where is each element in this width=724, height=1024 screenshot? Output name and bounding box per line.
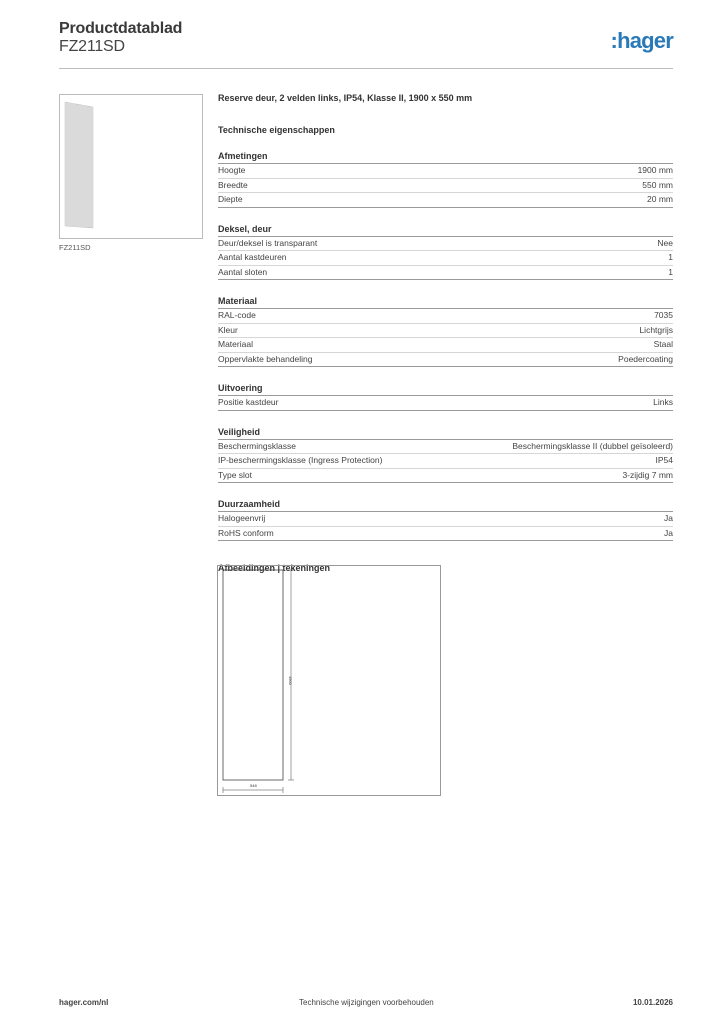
section-title: Veiligheid	[218, 427, 673, 440]
page-header	[59, 20, 673, 56]
tech-properties-title: Technische eigenschappen	[218, 125, 335, 135]
spec-row	[218, 338, 673, 353]
hager-logo: :hager	[610, 28, 673, 53]
spec-row	[218, 454, 673, 469]
spec-section	[218, 224, 673, 281]
spec-row	[218, 251, 673, 266]
footer-disclaimer: Technische wijzigingen voorbehouden	[299, 998, 434, 1007]
spec-section	[218, 427, 673, 484]
spec-row	[218, 266, 673, 281]
technical-drawing	[217, 565, 441, 796]
spec-row	[218, 179, 673, 194]
spec-value: Links	[653, 397, 673, 407]
product-details	[218, 93, 673, 573]
spec-label: RAL-code	[218, 310, 256, 320]
spec-value: 7035	[654, 310, 673, 320]
header-divider	[59, 68, 673, 69]
spec-value: 1900 mm	[637, 165, 673, 175]
spec-row	[218, 324, 673, 339]
spec-label: Breedte	[218, 179, 248, 190]
spec-label: Deur/deksel is transparant	[218, 237, 318, 248]
spec-value: 20 mm	[647, 194, 673, 204]
section-title: Uitvoering	[218, 383, 673, 396]
spec-value: IP54	[655, 455, 673, 465]
spec-value: Ja	[664, 527, 673, 538]
product-code: FZ211SD	[59, 38, 125, 55]
thumbnail-caption: FZ211SD	[59, 243, 91, 252]
spec-section	[218, 499, 673, 541]
spec-label: RoHS conform	[218, 527, 274, 538]
spec-row	[218, 353, 673, 368]
spec-section	[218, 383, 673, 411]
spec-value: 3-zijdig 7 mm	[622, 469, 673, 480]
spec-row	[218, 469, 673, 484]
spec-row	[218, 309, 673, 324]
spec-value: Beschermingsklasse II (dubbel geïsoleerd)	[512, 440, 673, 451]
spec-row	[218, 164, 673, 179]
spec-value: Poedercoating	[618, 353, 673, 364]
spec-label: Beschermingsklasse	[218, 440, 296, 451]
spec-label: Aantal sloten	[218, 266, 268, 277]
spec-row	[218, 237, 673, 252]
door-outline	[223, 570, 283, 780]
spec-row	[218, 440, 673, 455]
spec-value: 550 mm	[642, 179, 673, 190]
section-title: Materiaal	[218, 296, 673, 309]
spec-label: Materiaal	[218, 339, 253, 349]
page-title: Productdatablad	[59, 20, 183, 37]
spec-value: 1	[668, 252, 673, 262]
spec-value: Nee	[657, 237, 673, 248]
spec-row	[218, 193, 673, 208]
spec-value: 1	[668, 266, 673, 277]
product-thumbnail	[59, 94, 203, 239]
spec-row	[218, 512, 673, 527]
spec-value: Staal	[653, 339, 673, 349]
spec-label: Kleur	[218, 324, 238, 335]
spec-label: Diepte	[218, 194, 243, 204]
spec-section	[218, 296, 673, 367]
section-title: Deksel, deur	[218, 224, 673, 237]
spec-label: Aantal kastdeuren	[218, 252, 287, 262]
logo-text: hager	[617, 28, 673, 53]
spec-row	[218, 396, 673, 411]
footer-website: hager.com/nl	[59, 998, 109, 1007]
spec-value: Ja	[664, 513, 673, 523]
footer-date: 10.01.2026	[632, 998, 673, 1007]
height-dimension-label: 1900	[288, 676, 293, 685]
images-title: Afbeeldingen | tekeningen	[218, 563, 331, 573]
spec-section	[218, 151, 673, 208]
product-description: Reserve deur, 2 velden links, IP54, Klasse II, 1900 x 550 mm	[218, 93, 473, 103]
spec-label: Type slot	[218, 469, 253, 480]
spec-value: Lichtgrijs	[639, 324, 673, 335]
spec-label: Hoogte	[218, 165, 246, 175]
spec-row	[218, 527, 673, 542]
width-dimension-label: 548	[250, 783, 257, 788]
drawing-svg	[218, 566, 440, 795]
section-title: Afmetingen	[218, 151, 673, 164]
spec-label: IP-beschermingsklasse (Ingress Protection)	[218, 455, 383, 465]
spec-label: Positie kastdeur	[218, 397, 279, 407]
spec-label: Halogeenvrij	[218, 513, 266, 523]
spec-label: Oppervlakte behandeling	[218, 353, 313, 364]
section-title: Duurzaamheid	[218, 499, 673, 512]
door-panel-image	[64, 100, 94, 230]
spec-sections	[218, 151, 673, 541]
